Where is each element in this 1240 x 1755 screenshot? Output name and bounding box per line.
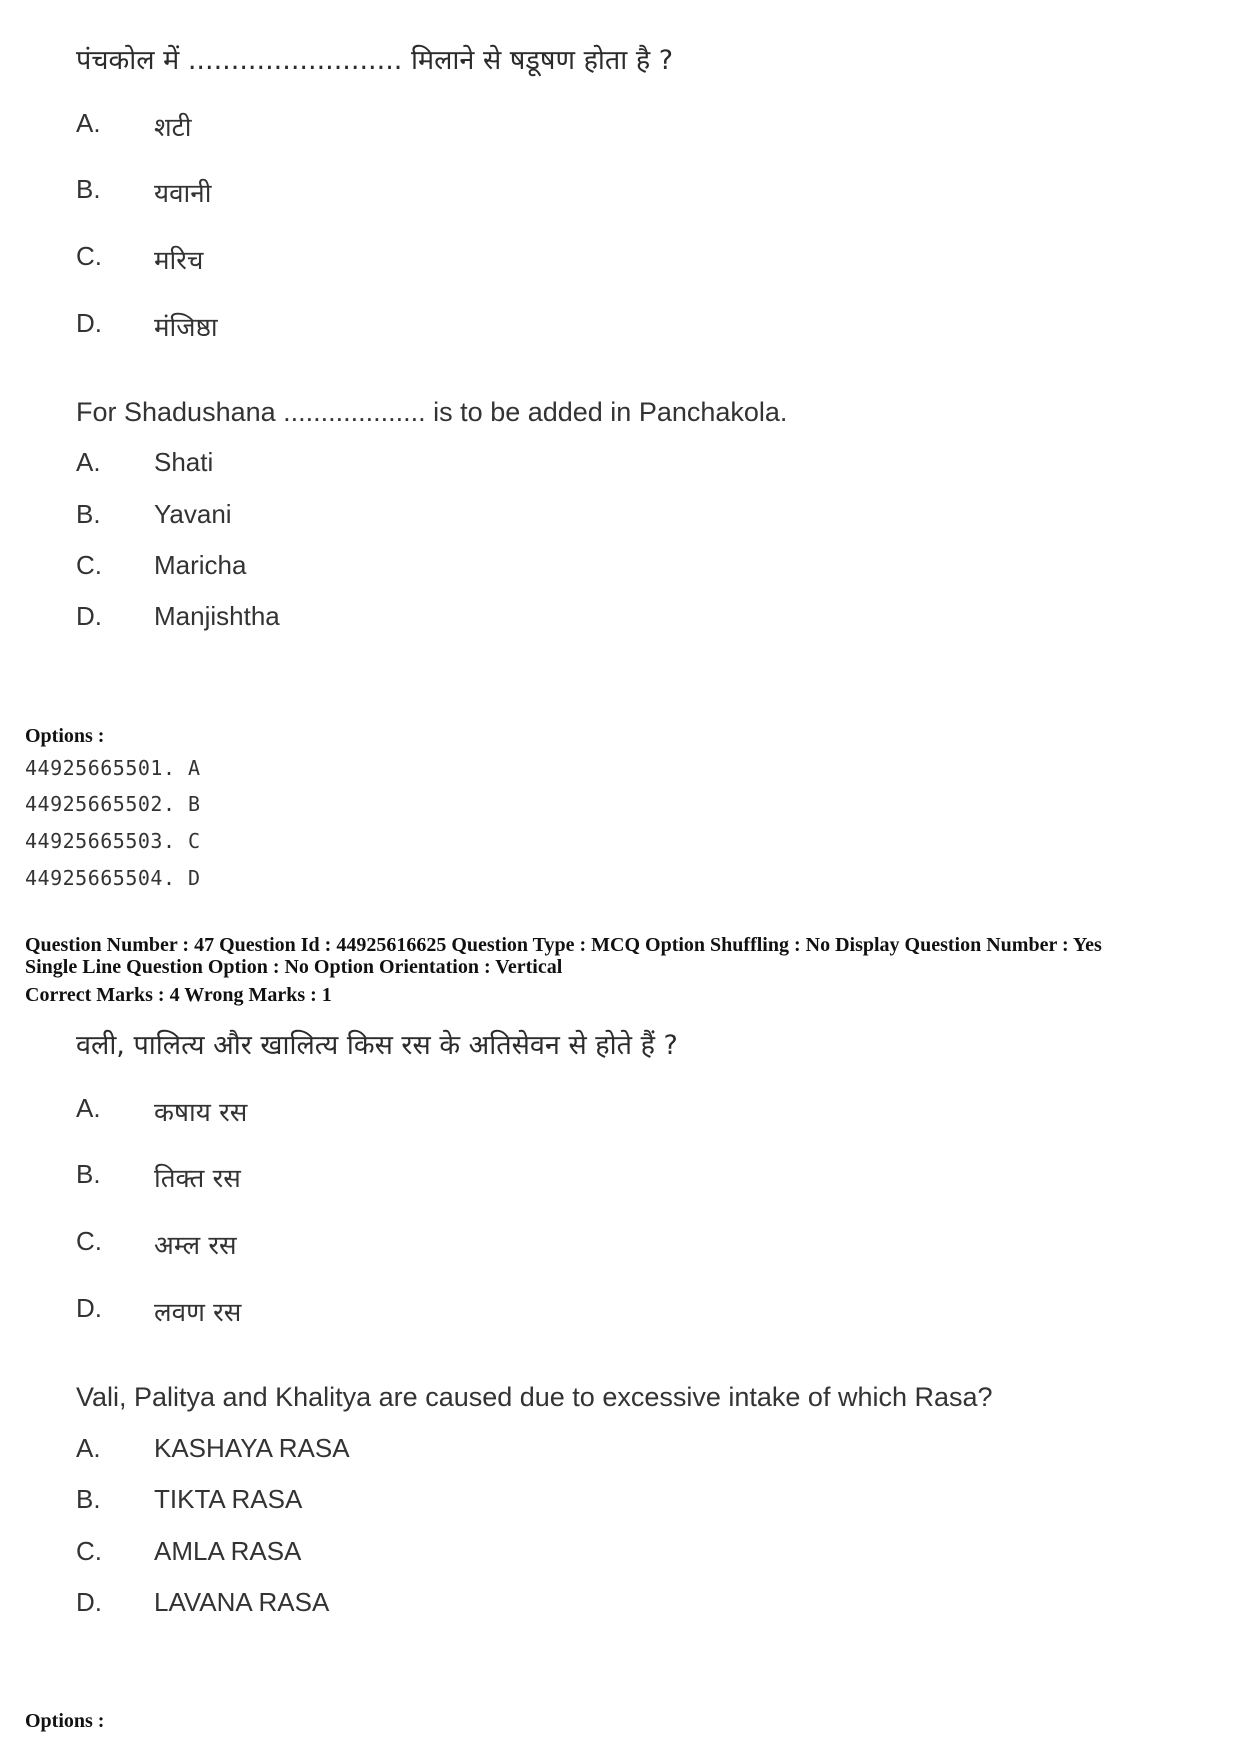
option-text: Yavani: [154, 499, 232, 529]
option-id-item: 44925665501. A: [25, 756, 201, 780]
option-text: Maricha: [154, 550, 247, 580]
option-letter: B.: [76, 499, 101, 529]
option-letter: C.: [76, 550, 102, 580]
q47-english-question: Vali, Palitya and Khalitya are caused due to excessive intake of which Rasa?: [76, 1382, 993, 1412]
option-id-item: 44925665502. B: [25, 792, 201, 816]
option-letter: D.: [76, 308, 102, 338]
option-letter: D.: [76, 1587, 102, 1617]
option-letter: A.: [76, 447, 101, 477]
option-letter: B.: [76, 1159, 101, 1189]
option-letter: C.: [76, 241, 102, 271]
q46-hindi-question: पंचकोल में ......................... मिलाने से षडूषण होता है ?: [76, 45, 674, 76]
option-letter: C.: [76, 1536, 102, 1566]
q47-hindi-question: वली, पालित्य और खालित्य किस रस के अतिसेवन से होते हैं ?: [76, 1030, 678, 1061]
q47-meta-line-1: Question Number : 47 Question Id : 44925616625 Question Type : MCQ Option Shuffling : No Display Question Number : Yes: [25, 934, 1102, 956]
q46-options-label: Options :: [25, 725, 105, 747]
option-text: Shati: [154, 447, 214, 477]
option-text: AMLA RASA: [154, 1536, 302, 1566]
option-letter: B.: [76, 1484, 101, 1514]
option-text: मरिच: [154, 246, 204, 276]
q47-options-label: Options :: [25, 1710, 105, 1732]
option-letter: A.: [76, 1433, 101, 1463]
q47-meta-line-3: Correct Marks : 4 Wrong Marks : 1: [25, 984, 332, 1006]
option-text: KASHAYA RASA: [154, 1433, 350, 1463]
option-id-item: 44925665503. C: [25, 829, 201, 853]
option-letter: A.: [76, 108, 101, 138]
option-text: मंजिष्ठा: [154, 313, 218, 343]
q47-meta-line-2: Single Line Question Option : No Option Orientation : Vertical: [25, 956, 563, 978]
option-text: कषाय रस: [154, 1098, 248, 1128]
option-text: तिक्त रस: [154, 1164, 241, 1194]
option-text: यवानी: [154, 179, 212, 209]
option-letter: D.: [76, 601, 102, 631]
option-text: LAVANA RASA: [154, 1587, 330, 1617]
option-letter: C.: [76, 1226, 102, 1256]
option-text: TIKTA RASA: [154, 1484, 303, 1514]
q46-english-question: For Shadushana ................... is to be added in Panchakola.: [76, 397, 788, 427]
option-letter: D.: [76, 1293, 102, 1323]
option-letter: A.: [76, 1093, 101, 1123]
option-text: अम्ल रस: [154, 1231, 237, 1261]
option-text: लवण रस: [154, 1298, 242, 1328]
option-id-item: 44925665504. D: [25, 866, 201, 890]
option-text: Manjishtha: [154, 601, 280, 631]
option-letter: B.: [76, 174, 101, 204]
option-text: शटी: [154, 113, 192, 143]
